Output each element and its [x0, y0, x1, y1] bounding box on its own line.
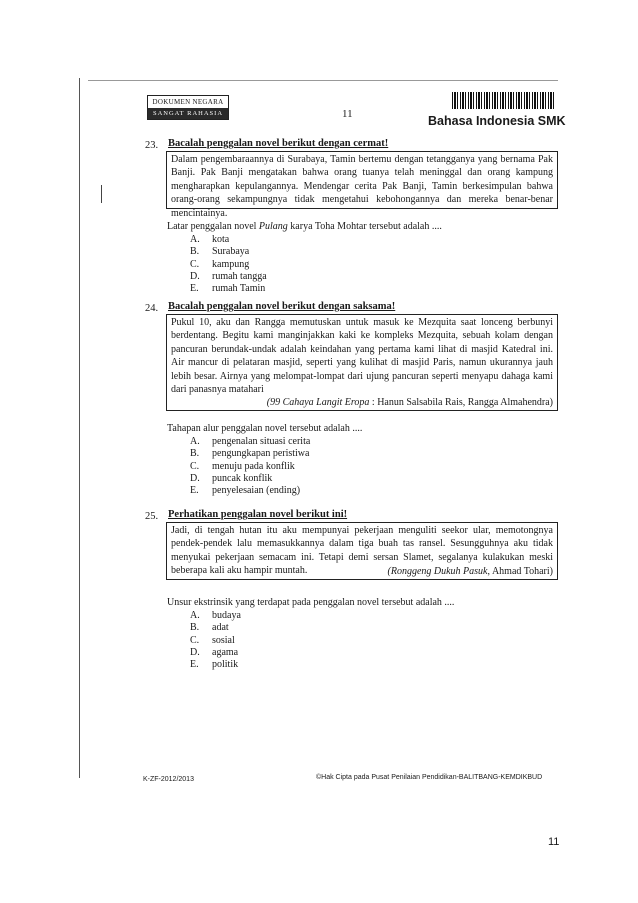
page-number: 11	[548, 836, 560, 848]
q24-option-d[interactable]: D. puncak konflik	[190, 472, 273, 484]
q24-option-b[interactable]: B. pengungkapan peristiwa	[190, 448, 310, 460]
doc-label-box	[147, 95, 229, 120]
q25-number: 25.	[145, 511, 159, 522]
q25-option-c[interactable]: C. sosial	[190, 634, 235, 646]
q24-passage-text: Pukul 10, aku dan Rangga memutuskan untuk masuk ke Mezquita saat lonceng berbunyi berdentang. Begitu kami manginjakkan kaki ke kompleks Mezquita, sebuah kolam dengan pancuran berundak-undak adalah keindahan yang pertama kami lihat di masjid Katedral ini. Air mancur di pelataran masjid, seperti yang kulihat di masjid Paris, namun ukurannya jauh lebih besar. Airnya yang melompat-lompat dari ujung pancuran seperti menyapu dahaga kami dari panasnya matahari	[171, 317, 553, 396]
q23-passage	[166, 151, 558, 219]
footer-copyright: ©Hak Cipta pada Pusat Penilaian Pendidikan-BALITBANG-KEMDIKBUD	[316, 774, 543, 781]
q25-passage	[166, 522, 558, 580]
q24-source-author: : Hanun Salsabila Rais, Rangga Almahendra)	[369, 397, 553, 409]
q25-option-d[interactable]: D. agama	[190, 646, 239, 658]
q23-option-c[interactable]: C. kampung	[190, 258, 250, 270]
q25-options	[190, 610, 241, 671]
q23-option-e[interactable]: E. rumah Tamin	[190, 283, 266, 295]
subject-title: Bahasa Indonesia SMK	[428, 114, 566, 128]
q25-option-e[interactable]: E. politik	[190, 659, 239, 671]
scan-mark	[101, 185, 102, 203]
q24-options	[190, 436, 310, 497]
scan-top-line	[88, 80, 558, 81]
q24-option-e[interactable]: E. penyelesaian (ending)	[190, 485, 301, 497]
header-page-number: 11	[342, 108, 353, 120]
q23-stem	[167, 221, 442, 232]
q24-stem: Tahapan alur penggalan novel tersebut adalah ....	[167, 423, 363, 434]
q23-option-a[interactable]: A. kota	[190, 234, 230, 245]
q24-title: Bacalah penggalan novel berikut dengan saksama!	[168, 301, 396, 312]
q23-passage-text: Dalam pengembaraannya di Surabaya, Tamin bertemu dengan tetangganya yang bernama Pak Banji. Pak Banji mengatakan bahwa orang tuanya telah meninggal dan orang kampung mengharapkan kepulangannya. Mendengar cerita Pak Banji, Tamin berkesimpulan bahwa orang-orang sekampungnya tidak mengetahui kebohongannya dan mereka benar-benar mencintainya.	[171, 154, 553, 219]
q25-option-a[interactable]: A. budaya	[190, 610, 241, 621]
q23-stem-italic: Pulang	[258, 221, 288, 232]
q23-title: Bacalah penggalan novel berikut dengan cermat!	[168, 138, 389, 149]
q23-stem-post: karya Toha Mohtar tersebut adalah ....	[287, 221, 442, 232]
doc-label: DOKUMEN NEGARA	[152, 98, 224, 106]
q25-stem: Unsur ekstrinsik yang terdapat pada penggalan novel tersebut adalah ....	[167, 597, 455, 608]
q24-passage	[166, 314, 558, 411]
q24-number: 24.	[145, 303, 159, 314]
secrecy-label: SANGAT RAHASIA	[148, 108, 228, 119]
q23-option-b[interactable]: B. Surabaya	[190, 246, 250, 258]
q23-option-d[interactable]: D. rumah tangga	[190, 270, 267, 282]
q25-passage-text: Jadi, di tengah hutan itu aku mempunyai pekerjaan menguliti seekor ular, memotongnya pendek-pendek lalu memasukkannya dalam tiga buah tas ransel. Sesungguhnya aku tidak menyukai pekerjaan semacam ini. Tetapi demi sersan Slamet, segalanya kulakukan meski beberapa kali aku hampir muntah.	[171, 525, 553, 577]
barcode-icon	[452, 92, 556, 109]
q24-source	[171, 396, 553, 409]
scan-margin-line	[79, 78, 80, 778]
q24-option-a[interactable]: A. pengenalan situasi cerita	[190, 436, 311, 447]
q25-title: Perhatikan penggalan novel berikut ini!	[168, 509, 348, 520]
q25-option-b[interactable]: B. adat	[190, 622, 229, 634]
q24-option-c[interactable]: C. menuju pada konflik	[190, 460, 295, 472]
footer-code: K-ZF-2012/2013	[143, 776, 194, 783]
q23-options	[190, 234, 267, 295]
q24-source-title: (99 Cahaya Langit Eropa	[266, 397, 370, 409]
q25-source-author: , Ahmad Tohari)	[487, 565, 553, 577]
q23-stem-pre: Latar penggalan novel	[167, 221, 259, 232]
q25-source-title: (Ronggeng Dukuh Pasuk	[387, 565, 488, 577]
q23-number: 23.	[145, 140, 159, 151]
